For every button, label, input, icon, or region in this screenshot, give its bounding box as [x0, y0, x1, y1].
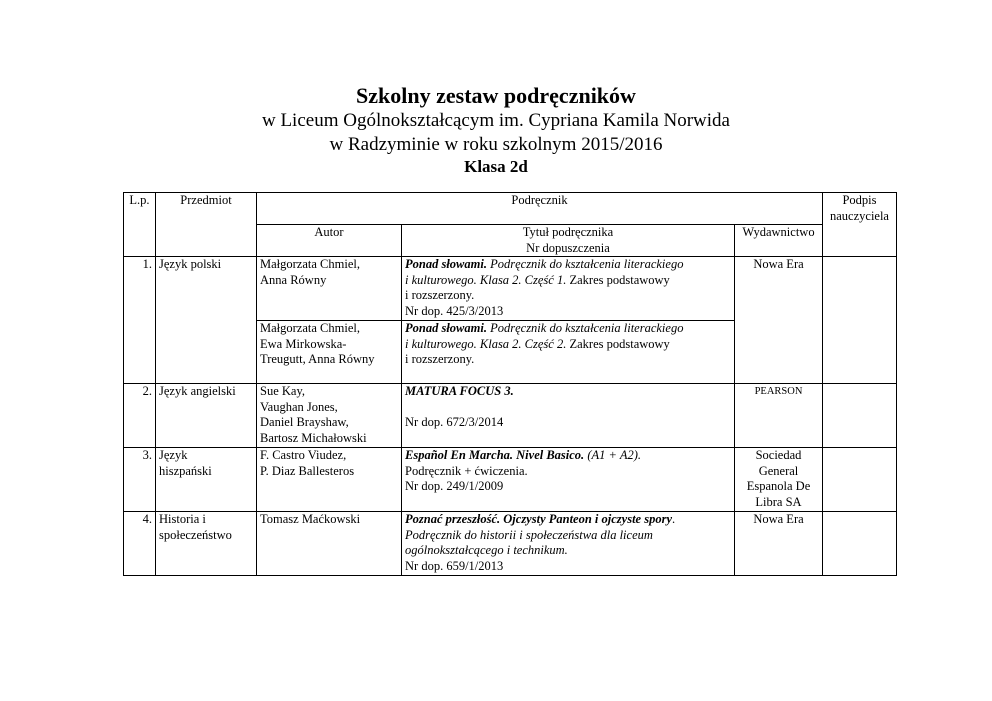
approval-number: Nr dop. 672/3/2014 [405, 415, 504, 429]
title-line: Podręcznik + ćwiczenia. [405, 463, 528, 478]
row-authors [257, 384, 402, 448]
header-title-line1: Tytuł podręcznika [522, 225, 614, 239]
title-line [405, 321, 731, 337]
title-bold: Ponad słowami. [405, 257, 487, 271]
author-line: Daniel Brayshaw, [260, 415, 349, 429]
row-textbook-title [402, 384, 735, 448]
table-row [124, 448, 897, 512]
row-subject: Język polski [156, 257, 257, 384]
row-number: 3. [124, 448, 156, 512]
table-row [124, 384, 897, 448]
header-title [402, 225, 735, 257]
title-line: i rozszerzony. [405, 288, 475, 302]
row-signature [823, 512, 897, 576]
row-textbook-title [402, 257, 735, 321]
header-subject: Przedmiot [156, 193, 257, 257]
publisher-line: General [758, 463, 799, 478]
subject-line: Język [159, 448, 188, 462]
title-bold: Ponad słowami. [405, 321, 487, 335]
header-publisher: Wydawnictwo [735, 225, 823, 257]
subject-line: społeczeństwo [159, 527, 232, 542]
header-signature-line1: Podpis [842, 193, 877, 207]
title-line [405, 337, 731, 353]
row-publisher: Nowa Era [735, 257, 823, 384]
class-label: Klasa 2d [464, 157, 528, 176]
author-line: Tomasz Maćkowski [260, 512, 361, 526]
title-line [405, 400, 731, 416]
title-plain: . [672, 512, 676, 526]
title-italic: i kulturowego. Klasa 2. Część 1. [405, 272, 567, 287]
author-line: Treugutt, Anna Równy [260, 352, 375, 366]
title-bold: Poznać przeszłość. Ojczysty Panteon i ojczyste spory [405, 512, 672, 526]
subject-line: hiszpański [159, 463, 212, 478]
row-signature [823, 257, 897, 384]
header-author: Autor [257, 225, 402, 257]
header-signature [823, 193, 897, 257]
title-plain: Zakres podstawowy [566, 272, 670, 287]
title-line: ogólnokształcącego i technikum. [405, 543, 568, 557]
title-italic: Podręcznik do kształcenia literackiego [486, 321, 684, 335]
publisher-line: Espanola De [746, 479, 811, 493]
header-lp: L.p. [124, 193, 156, 257]
author-line: Małgorzata Chmiel, [260, 257, 360, 271]
row-number: 2. [124, 384, 156, 448]
row-textbook-title [402, 448, 735, 512]
approval-number: Nr dop. 425/3/2013 [405, 303, 504, 318]
row-authors [257, 257, 402, 321]
row-number: 4. [124, 512, 156, 576]
author-line: Małgorzata Chmiel, [260, 321, 360, 335]
row-authors [257, 321, 402, 384]
title-bold: Español En Marcha. Nivel Basico. [405, 448, 585, 462]
author-line: Vaughan Jones, [260, 399, 338, 414]
author-line: Bartosz Michałowski [260, 430, 367, 445]
row-publisher: PEARSON [735, 384, 823, 448]
header-title-line2: Nr dopuszczenia [526, 240, 610, 255]
title-plain: Zakres podstawowy [566, 336, 670, 351]
author-line: F. Castro Viudez, [260, 448, 347, 462]
author-line: Sue Kay, [260, 384, 306, 398]
school-year-line: w Radzyminie w roku szkolnym 2015/2016 [329, 134, 663, 155]
row-publisher: Nowa Era [735, 512, 823, 576]
approval-number: Nr dop. 249/1/2009 [405, 479, 504, 493]
title-line [405, 273, 731, 289]
title-bold: MATURA FOCUS 3. [405, 384, 514, 398]
approval-number: Nr dop. 659/1/2013 [405, 558, 504, 573]
textbook-table [123, 192, 897, 576]
publisher-line: Sociedad [755, 448, 802, 462]
document-title: Szkolny zestaw podręczników [356, 83, 636, 108]
author-line: P. Diaz Ballesteros [260, 463, 355, 478]
header-signature-line2: nauczyciela [830, 208, 889, 223]
row-signature [823, 448, 897, 512]
row-publisher [735, 448, 823, 512]
title-italic: (A1 + A2). [584, 448, 641, 462]
row-authors [257, 448, 402, 512]
row-textbook-title [402, 321, 735, 384]
author-line: Ewa Mirkowska- [260, 336, 347, 351]
table-row [124, 512, 897, 576]
subject-line: Historia i [159, 512, 206, 526]
title-line: Podręcznik do historii i społeczeństwa dla liceum [405, 527, 653, 542]
title-line [405, 257, 731, 273]
row-authors [257, 512, 402, 576]
header-textbook: Podręcznik [257, 193, 823, 225]
title-line [405, 448, 731, 464]
title-line: i rozszerzony. [405, 352, 475, 366]
row-number: 1. [124, 257, 156, 384]
title-italic: Podręcznik do kształcenia literackiego [486, 257, 684, 271]
school-name-line: w Liceum Ogólnokształcącym im. Cypriana Kamila Norwida [261, 110, 730, 131]
row-textbook-title [402, 512, 735, 576]
table-row [124, 257, 897, 321]
title-line [405, 384, 731, 400]
row-signature [823, 384, 897, 448]
row-subject [156, 512, 257, 576]
row-subject [156, 448, 257, 512]
title-line [405, 512, 731, 528]
author-line: Anna Równy [260, 272, 327, 287]
publisher-line: Libra SA [755, 494, 802, 509]
table-header-row [124, 193, 897, 225]
title-italic: i kulturowego. Klasa 2. Część 2. [405, 336, 567, 351]
row-subject: Język angielski [156, 384, 257, 448]
